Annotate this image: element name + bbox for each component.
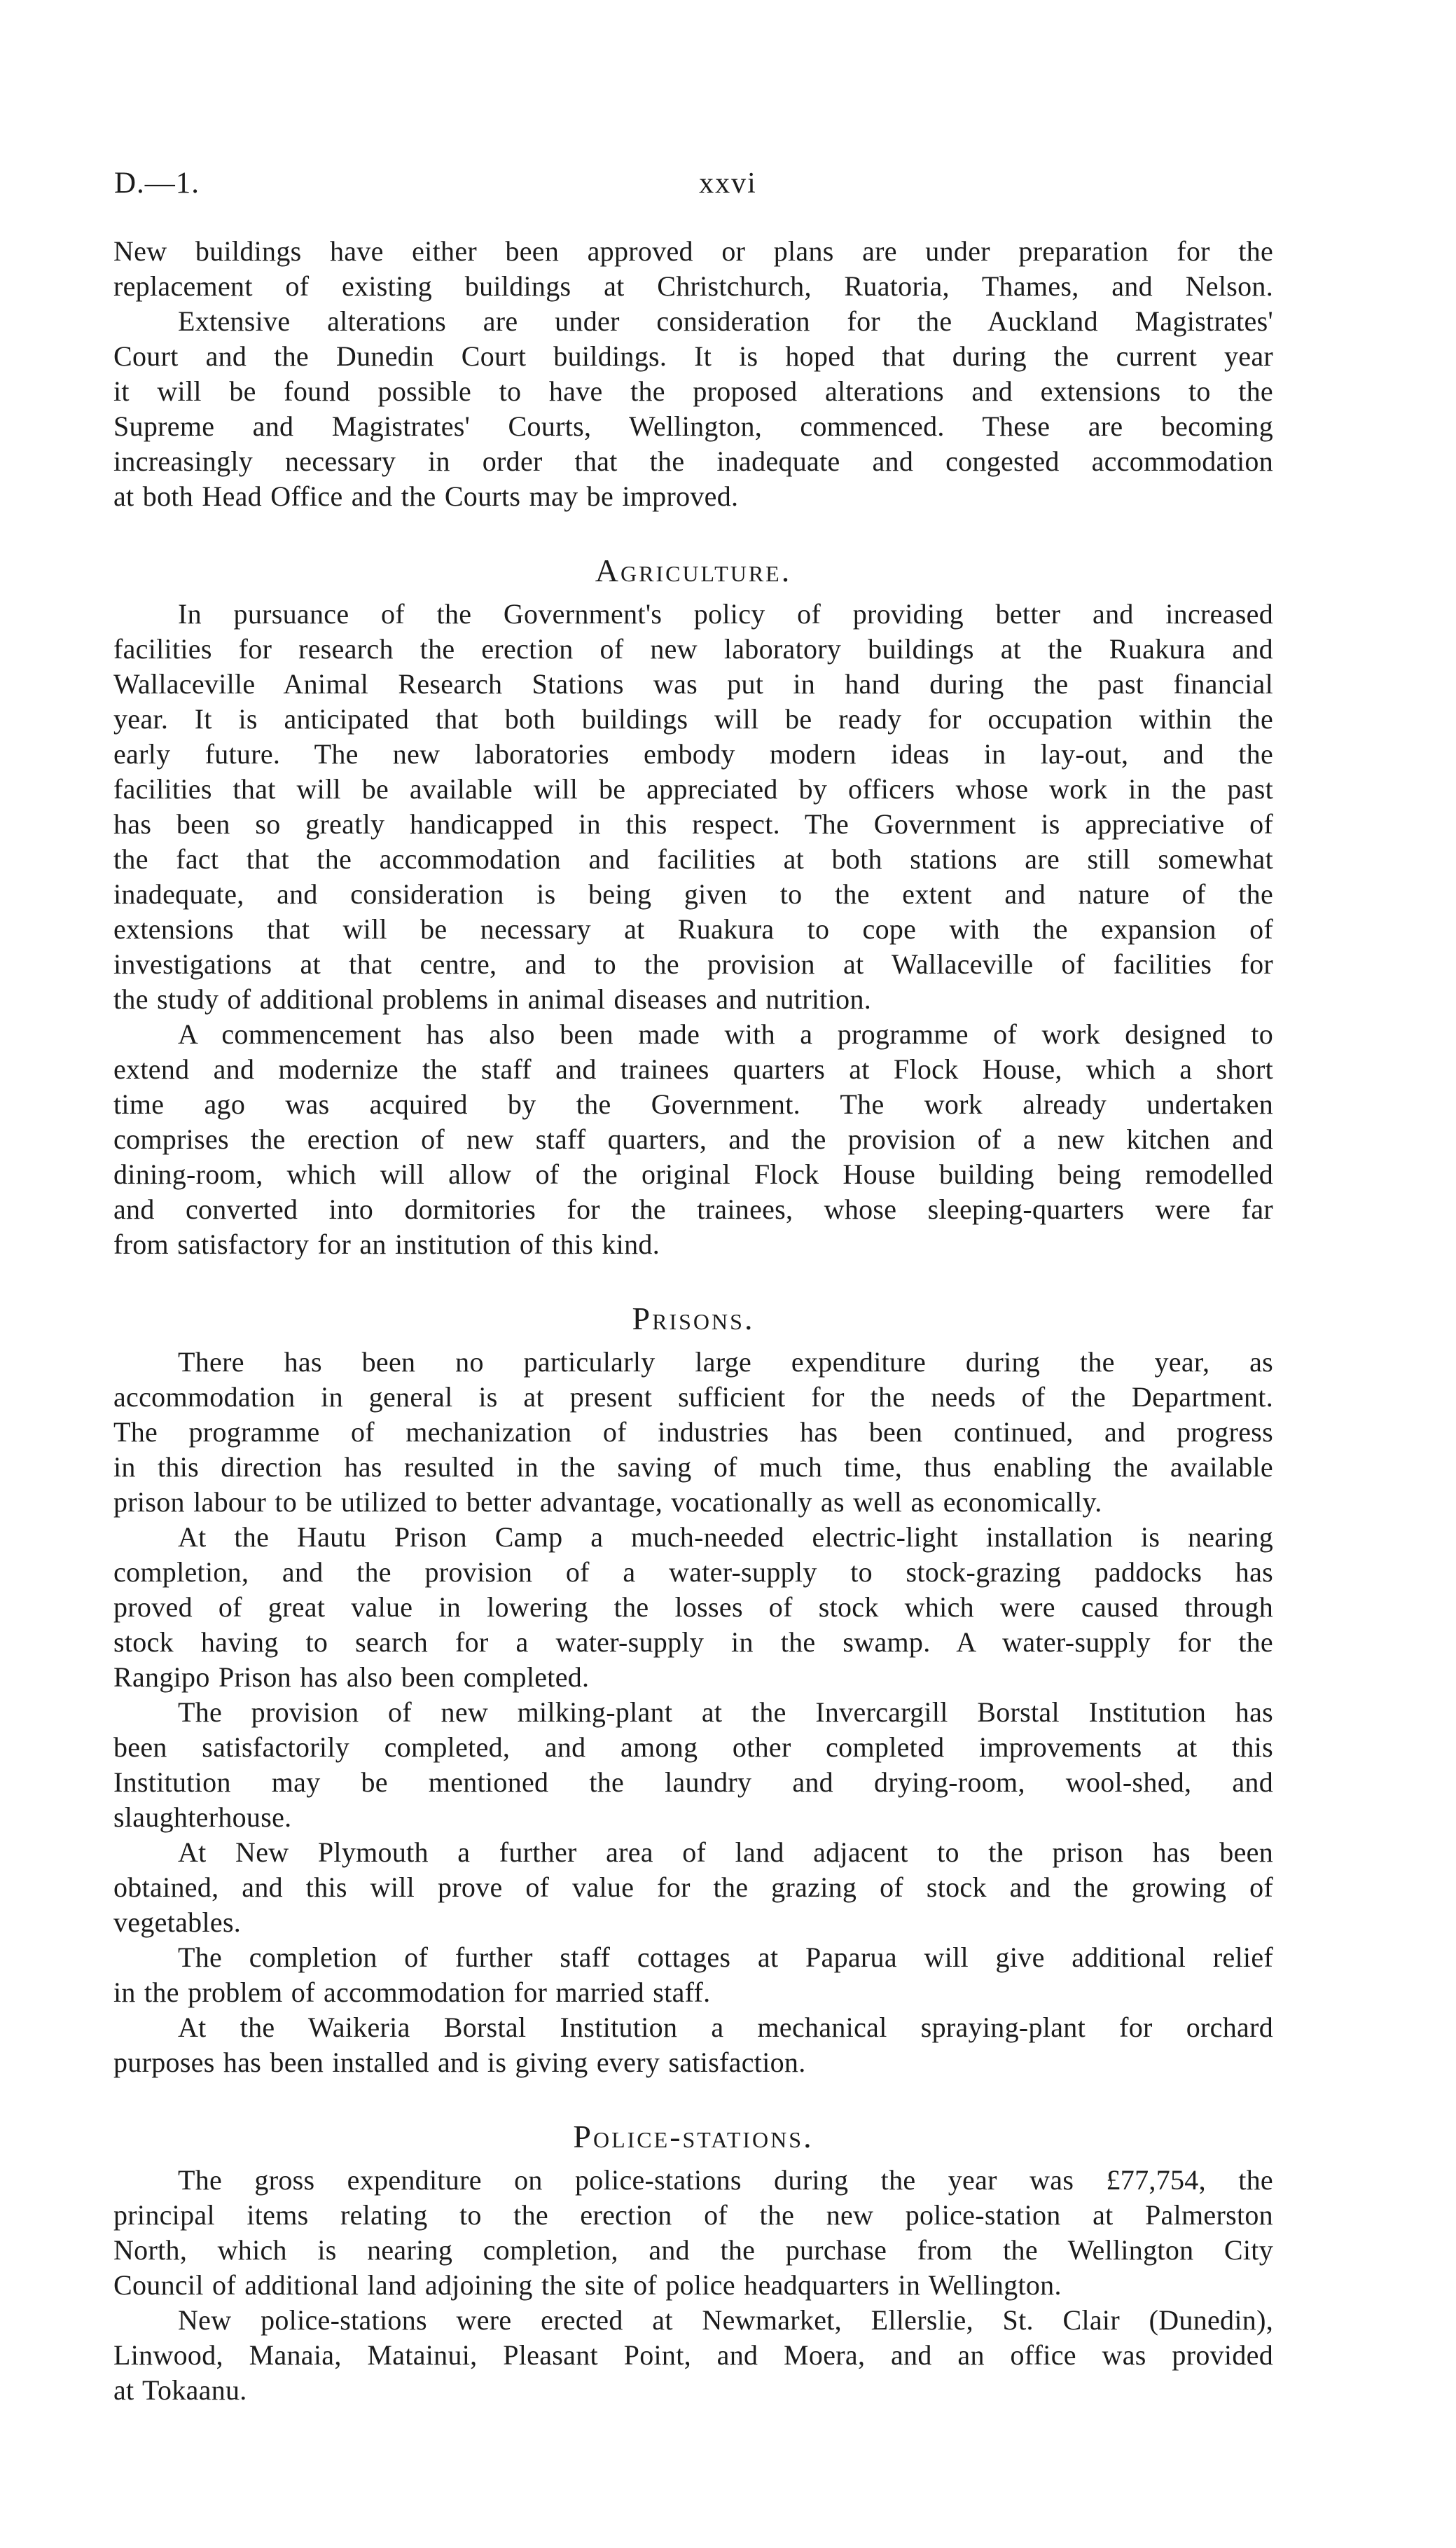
text-line: The completion of further staff cottages at Paparua will give additional relief xyxy=(178,1941,1273,1973)
text-line: increasingly necessary in order that the inadequate and congested accommodation xyxy=(113,445,1273,477)
paragraph xyxy=(113,234,1273,514)
text-line: it will be found possible to have the proposed alterations and extensions to the xyxy=(113,375,1273,407)
text-line: extensions that will be necessary at Ruakura to cope with the expansion of xyxy=(113,913,1273,945)
text-line: Extensive alterations are under consideration for the Auckland Magistrates' xyxy=(178,305,1273,337)
text-line: inadequate, and consideration is being given to the extent and nature of the xyxy=(113,878,1273,910)
text-line: The programme of mechanization of industries has been continued, and progress xyxy=(113,1416,1273,1448)
paragraph xyxy=(113,1520,1273,1695)
text-line: proved of great value in lowering the losses of stock which were caused through xyxy=(113,1591,1273,1623)
text-line: At New Plymouth a further area of land adjacent to the prison has been xyxy=(178,1836,1273,1868)
text-line: The provision of new milking-plant at the Invercargill Borstal Institution has xyxy=(178,1696,1273,1728)
text-line: accommodation in general is at present sufficient for the needs of the Department. xyxy=(113,1381,1273,1413)
text-line: facilities for research the erection of new laboratory buildings at the Ruakura and xyxy=(113,633,1273,665)
page-header xyxy=(0,165,1456,202)
text-line: Court and the Dunedin Court buildings. It is hoped that during the current year xyxy=(113,340,1273,372)
text-line: In pursuance of the Government's policy of providing better and increased xyxy=(178,598,1273,630)
text-line: has been so greatly handicapped in this respect. The Government is appreciative of xyxy=(113,808,1273,840)
document-reference: D.—1. xyxy=(114,167,200,200)
text-line: The gross expenditure on police-stations during the year was £77,754, the xyxy=(178,2164,1273,2196)
text-line: A commencement has also been made with a programme of work designed to xyxy=(178,1018,1273,1050)
text-line: At the Waikeria Borstal Institution a mechanical spraying-plant for orchard xyxy=(178,2012,1273,2043)
text-line: Rangipo Prison has also been completed. xyxy=(113,1661,590,1693)
text-line: investigations at that centre, and to the provision at Wallaceville of facilities for xyxy=(113,948,1273,980)
document-body xyxy=(113,234,1273,2408)
text-line: from satisfactory for an institution of this kind. xyxy=(113,1228,660,1260)
text-line: year. It is anticipated that both buildings will be ready for occupation within the xyxy=(113,703,1273,735)
text-line: facilities that will be available will be appreciated by officers whose work in the past xyxy=(113,773,1273,805)
text-line: comprises the erection of new staff quarters, and the provision of a new kitchen and xyxy=(113,1123,1273,1155)
text-line: Council of additional land adjoining the site of police headquarters in Wellington. xyxy=(113,2269,1062,2301)
text-line: principal items relating to the erection of the new police-station at Palmerston xyxy=(113,2199,1273,2231)
text-line: the fact that the accommodation and facilities at both stations are still somewhat xyxy=(113,843,1273,875)
text-line: At the Hautu Prison Camp a much-needed electric-light installation is nearing xyxy=(178,1521,1273,1553)
text-line: early future. The new laboratories embody modern ideas in lay-out, and the xyxy=(113,738,1273,770)
paragraph xyxy=(113,597,1273,1017)
paragraph xyxy=(113,2163,1273,2303)
text-line: in this direction has resulted in the saving of much time, thus enabling the available xyxy=(113,1451,1273,1483)
paragraph xyxy=(113,2303,1273,2408)
text-line: There has been no particularly large expenditure during the year, as xyxy=(178,1346,1273,1378)
section-heading-policestations: Police-stations. xyxy=(573,2119,814,2154)
text-line: Linwood, Manaia, Matainui, Pleasant Point, and Moera, and an office was provided xyxy=(113,2339,1273,2371)
paragraph xyxy=(113,1695,1273,1835)
folio-page-number: xxvi xyxy=(699,167,757,200)
text-line: Institution may be mentioned the laundry and drying-room, wool-shed, and xyxy=(113,1766,1273,1798)
paragraph xyxy=(113,1345,1273,1520)
text-line: replacement of existing buildings at Christchurch, Ruatoria, Thames, and Nelson. xyxy=(113,270,1273,302)
text-line: Supreme and Magistrates' Courts, Wellington, commenced. These are becoming xyxy=(113,410,1273,442)
text-line: dining-room, which will allow of the original Flock House building being remodelled xyxy=(113,1158,1273,1190)
text-line: stock having to search for a water-supply in the swamp. A water-supply for the xyxy=(113,1626,1273,1658)
text-line: slaughterhouse. xyxy=(113,1801,292,1833)
text-line: North, which is nearing completion, and the purchase from the Wellington City xyxy=(113,2234,1273,2266)
text-line: extend and modernize the staff and trainees quarters at Flock House, which a short xyxy=(113,1053,1273,1085)
text-line: New police-stations were erected at Newmarket, Ellerslie, St. Clair (Dunedin), xyxy=(178,2304,1273,2336)
text-line: obtained, and this will prove of value for the grazing of stock and the growing of xyxy=(113,1871,1273,1903)
text-line: at both Head Office and the Courts may be improved. xyxy=(113,480,739,512)
text-line: in the problem of accommodation for married staff. xyxy=(113,1976,711,2008)
text-line: purposes has been installed and is giving every satisfaction. xyxy=(113,2047,806,2078)
paragraph xyxy=(113,1835,1273,1940)
text-line: time ago was acquired by the Government. The work already undertaken xyxy=(113,1088,1273,1120)
section-heading-prisons: Prisons. xyxy=(632,1301,755,1336)
text-line: New buildings have either been approved or plans are under preparation for the xyxy=(113,235,1273,267)
text-line: prison labour to be utilized to better advantage, vocationally as well as economically. xyxy=(113,1486,1102,1518)
text-line: Wallaceville Animal Research Stations was put in hand during the past financial xyxy=(113,668,1273,700)
text-line: vegetables. xyxy=(113,1906,242,1938)
paragraph xyxy=(113,1017,1273,1262)
paragraph xyxy=(113,1940,1273,2010)
text-line: at Tokaanu. xyxy=(113,2374,247,2406)
text-line: completion, and the provision of a water-supply to stock-grazing paddocks has xyxy=(113,1556,1273,1588)
text-line: and converted into dormitories for the trainees, whose sleeping-quarters were far xyxy=(113,1193,1273,1225)
section-heading-agriculture: Agriculture. xyxy=(595,553,792,588)
text-line: the study of additional problems in animal diseases and nutrition. xyxy=(113,983,872,1015)
text-line: been satisfactorily completed, and among other completed improvements at this xyxy=(113,1731,1273,1763)
paragraph xyxy=(113,2010,1273,2080)
